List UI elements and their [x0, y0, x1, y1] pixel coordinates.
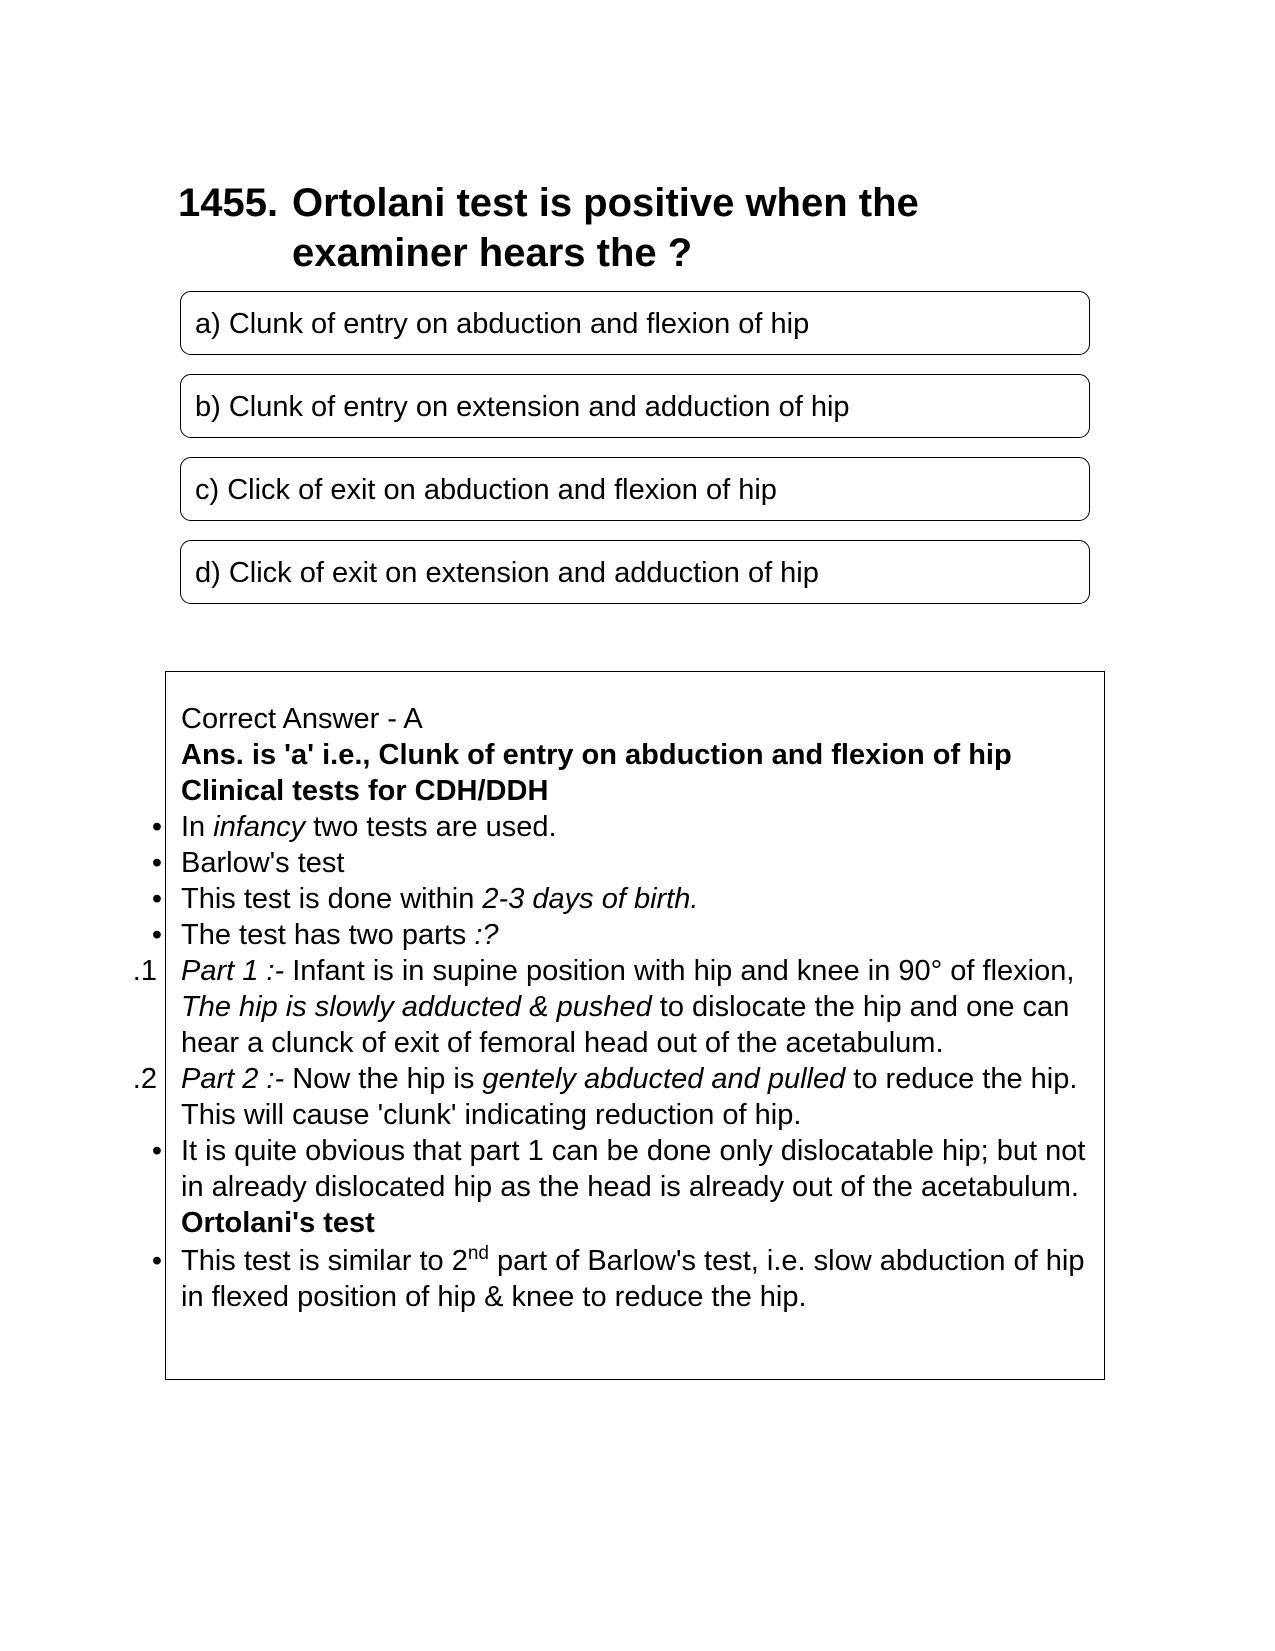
- option-c[interactable]: c) Click of exit on abduction and flexion of hip: [180, 457, 1090, 521]
- list-item: • It is quite obvious that part 1 can be done only dislocatable hip; but not in already dislocated hip as the head is already out of the acetabulum.: [181, 1133, 1086, 1205]
- bullet-icon: •: [151, 1135, 163, 1167]
- numbered-item-part-2: 2. Part 2 :- Now the hip is gentely abducted and pulled to reduce the hip. This will cause 'clunk' indicating reduction of hip.: [132, 1063, 1078, 1131]
- answer-statement: Ans. is 'a' i.e., Clunk of entry on abduction and flexion of hip: [181, 739, 1012, 771]
- list-item: • In infancy two tests are used.: [181, 809, 1086, 845]
- bullet-icon: •: [151, 1245, 163, 1277]
- ortolani-heading: Ortolani's test: [181, 1207, 375, 1239]
- bullet-icon: •: [151, 847, 163, 879]
- option-d[interactable]: d) Click of exit on extension and adduction of hip: [180, 540, 1090, 604]
- option-a[interactable]: a) Clunk of entry on abduction and flexion of hip: [180, 291, 1090, 355]
- clinical-tests-heading: Clinical tests for CDH/DDH: [181, 775, 549, 807]
- list-item: • This test is done within 2-3 days of birth.: [181, 881, 1086, 917]
- list-number: 2.: [132, 1063, 157, 1095]
- option-b[interactable]: b) Clunk of entry on extension and adduction of hip: [180, 374, 1090, 438]
- bullet-icon: •: [151, 883, 163, 915]
- bullet-icon: •: [151, 919, 163, 951]
- bullet-icon: •: [151, 811, 163, 843]
- answer-explanation: [132, 701, 1086, 1315]
- list-item: • Barlow's test: [181, 845, 1086, 881]
- list-number: 1.: [132, 955, 157, 987]
- list-item: • This test is similar to 2nd part of Barlow's test, i.e. slow abduction of hip in flexed position of hip & knee to reduce the hip.: [181, 1243, 1086, 1315]
- correct-answer: Correct Answer - A: [181, 703, 423, 735]
- question-text: Ortolani test is positive when the examiner hears the ?: [292, 181, 919, 275]
- numbered-item-part-1: 1. Part 1 :- Infant is in supine position with hip and knee in 90° of flexion, The hip is slowly adducted & pushed to dislocate the hip and one can hear a clunck of exit of femoral head out of the acetabulum.: [132, 955, 1075, 1059]
- question-number: 1455.: [178, 181, 279, 225]
- list-item: • The test has two parts :?: [181, 917, 1086, 953]
